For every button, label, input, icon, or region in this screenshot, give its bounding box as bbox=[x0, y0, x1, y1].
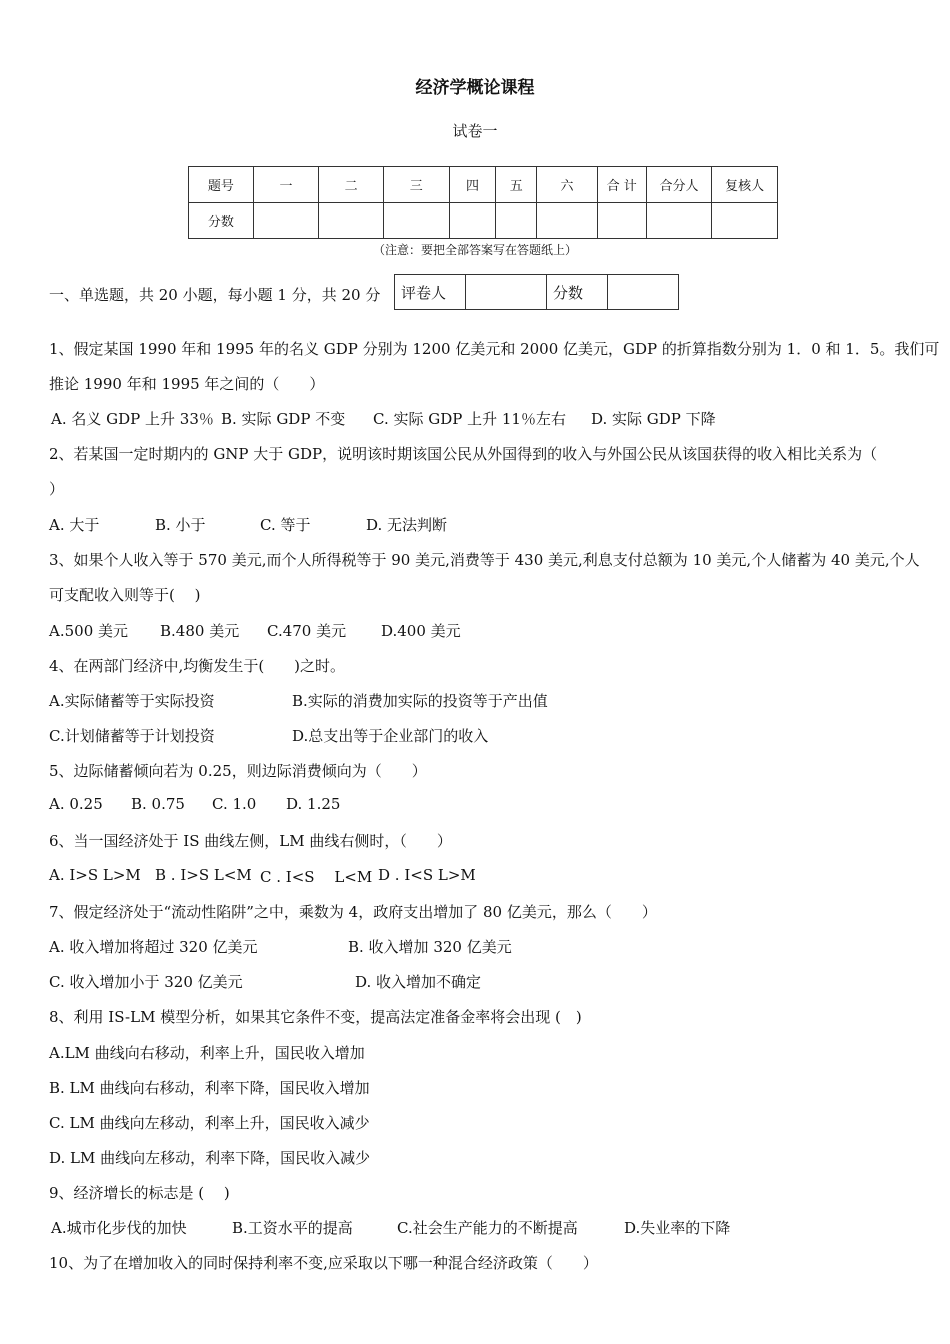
exam-title: 经济学概论课程 bbox=[415, 78, 535, 98]
score-cell[interactable] bbox=[712, 203, 778, 239]
score-table-header-row bbox=[189, 167, 778, 203]
score-header-cell: 四 bbox=[449, 167, 496, 203]
score-header-cell: 五 bbox=[496, 167, 537, 203]
option-a[interactable]: A. 0.25 bbox=[49, 795, 103, 813]
score-cell[interactable] bbox=[496, 203, 537, 239]
option-b[interactable]: B. 实际 GDP 不变 bbox=[221, 410, 346, 428]
question-text: 可支配收入则等于( ) bbox=[49, 586, 201, 604]
option-d[interactable]: D. 1.25 bbox=[286, 795, 341, 813]
score-header-cell: 三 bbox=[383, 167, 449, 203]
grader-table bbox=[394, 274, 679, 310]
question-text: 8、利用 IS-LM 模型分析，如果其它条件不变，提高法定准备金率将会出现 ( ) bbox=[49, 1008, 582, 1026]
option-c[interactable]: C. 1.0 bbox=[212, 795, 257, 813]
option-d[interactable]: D. 无法判断 bbox=[366, 516, 448, 534]
option-d[interactable]: D. 实际 GDP 下降 bbox=[591, 410, 716, 428]
option-a[interactable]: A. I>S L>M bbox=[49, 866, 141, 884]
option-d[interactable]: D . I<S L>M bbox=[378, 866, 476, 884]
option-b[interactable]: B.480 美元 bbox=[160, 622, 240, 640]
option-b[interactable]: B . I>S L<M bbox=[155, 866, 252, 884]
option-a[interactable]: A.实际储蓄等于实际投资 bbox=[49, 692, 215, 710]
option-d[interactable]: D. 收入增加不确定 bbox=[355, 973, 482, 991]
option-d[interactable]: D.400 美元 bbox=[381, 622, 461, 640]
score-cell[interactable] bbox=[319, 203, 384, 239]
score-header-cell: 六 bbox=[537, 167, 598, 203]
option-a[interactable]: A.500 美元 bbox=[49, 622, 128, 640]
score-cell[interactable] bbox=[646, 203, 712, 239]
score-cell[interactable] bbox=[537, 203, 598, 239]
option-a[interactable]: A.城市化步伐的加快 bbox=[51, 1219, 187, 1237]
option-c[interactable]: C. LM 曲线向左移动，利率上升，国民收入减少 bbox=[49, 1114, 370, 1132]
question-text: 3、如果个人收入等于 570 美元,而个人所得税等于 90 美元,消费等于 430 美元,利息支付总额为 10 美元,个人储蓄为 40 美元,个人 bbox=[49, 551, 920, 569]
option-c[interactable]: C.计划储蓄等于计划投资 bbox=[49, 727, 215, 745]
section-heading: 一、单选题，共 20 小题，每小题 1 分，共 20 分 bbox=[49, 286, 381, 304]
question-text: 5、边际储蓄倾向若为 0.25，则边际消费倾向为（ ） bbox=[49, 762, 427, 780]
exam-subtitle: 试卷一 bbox=[452, 122, 498, 140]
option-b[interactable]: B.实际的消费加实际的投资等于产出值 bbox=[292, 692, 548, 710]
option-b[interactable]: B. 0.75 bbox=[131, 795, 185, 813]
option-c[interactable]: C. 收入增加小于 320 亿美元 bbox=[49, 973, 243, 991]
question-text: 9、经济增长的标志是 ( ) bbox=[49, 1184, 230, 1202]
option-a[interactable]: A.LM 曲线向右移动，利率上升，国民收入增加 bbox=[49, 1044, 365, 1062]
score-cell[interactable] bbox=[597, 203, 646, 239]
question-text: 2、若某国一定时期内的 GNP 大于 GDP，说明该时期该国公民从外国得到的收入与外国公民从该国获得的收入相比关系为（ bbox=[49, 445, 878, 463]
exam-note: （注意：要把全部答案写在答题纸上） bbox=[372, 243, 577, 257]
question-text: 10、为了在增加收入的同时保持利率不变,应采取以下哪一种混合经济政策（ ） bbox=[49, 1254, 598, 1272]
score-cell[interactable] bbox=[383, 203, 449, 239]
score-header-cell: 复核人 bbox=[712, 167, 778, 203]
score-header-cell: 一 bbox=[253, 167, 319, 203]
option-c[interactable]: C.470 美元 bbox=[267, 622, 347, 640]
option-b[interactable]: B. LM 曲线向右移动，利率下降，国民收入增加 bbox=[49, 1079, 370, 1097]
option-c[interactable]: C.社会生产能力的不断提高 bbox=[397, 1219, 578, 1237]
option-c[interactable]: C. 实际 GDP 上升 11％左右 bbox=[373, 410, 566, 428]
option-c[interactable]: C. 等于 bbox=[260, 516, 311, 534]
question-text: 6、当一国经济处于 IS 曲线左侧，LM 曲线右侧时，（ ） bbox=[49, 832, 452, 850]
score-header-cell: 题号 bbox=[189, 167, 254, 203]
score-header-cell: 合分人 bbox=[646, 167, 712, 203]
option-a[interactable]: A. 大于 bbox=[49, 516, 100, 534]
score-row-label: 分数 bbox=[189, 203, 254, 239]
score-cell[interactable] bbox=[253, 203, 319, 239]
option-d[interactable]: D. LM 曲线向左移动，利率下降，国民收入减少 bbox=[49, 1149, 371, 1167]
score-header-cell: 二 bbox=[319, 167, 384, 203]
grader-label: 评卷人 bbox=[395, 275, 466, 310]
option-c[interactable]: C . I<S L<M bbox=[260, 868, 373, 886]
score-table bbox=[188, 166, 778, 239]
option-d[interactable]: D.总支出等于企业部门的收入 bbox=[292, 727, 489, 745]
option-a[interactable]: A. 名义 GDP 上升 33％ bbox=[51, 410, 214, 428]
question-text: 推论 1990 年和 1995 年之间的（ ） bbox=[49, 375, 325, 393]
option-b[interactable]: B.工资水平的提高 bbox=[232, 1219, 353, 1237]
score-table-score-row bbox=[189, 203, 778, 239]
question-text: ） bbox=[49, 480, 65, 498]
section-score-label: 分数 bbox=[547, 275, 608, 310]
section-score-cell[interactable] bbox=[608, 275, 679, 310]
question-text: 7、假定经济处于“流动性陷阱”之中，乘数为 4，政府支出增加了 80 亿美元，那么（ ） bbox=[49, 903, 657, 921]
option-b[interactable]: B. 小于 bbox=[155, 516, 206, 534]
option-d[interactable]: D.失业率的下降 bbox=[624, 1219, 731, 1237]
question-text: 1、假定某国 1990 年和 1995 年的名义 GDP 分别为 1200 亿美元和 2000 亿美元，GDP 的折算指数分别为 1．0 和 1．5。我们可 bbox=[49, 340, 940, 358]
score-cell[interactable] bbox=[449, 203, 496, 239]
question-text: 4、在两部门经济中,均衡发生于( )之时。 bbox=[49, 657, 346, 675]
grader-cell[interactable] bbox=[466, 275, 547, 310]
option-a[interactable]: A. 收入增加将超过 320 亿美元 bbox=[49, 938, 258, 956]
option-b[interactable]: B. 收入增加 320 亿美元 bbox=[348, 938, 512, 956]
score-header-cell: 合 计 bbox=[597, 167, 646, 203]
